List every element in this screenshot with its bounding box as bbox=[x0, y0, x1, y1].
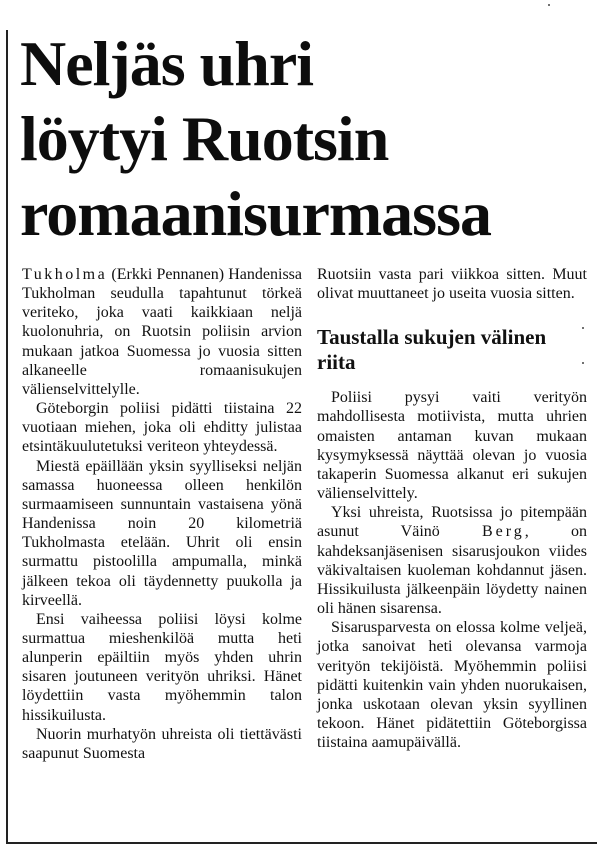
lead-paragraph bbox=[22, 265, 302, 399]
paragraph-left-3: Ensi vaiheessa poliisi löysi kolme surmattua mieshenkilöä mutta heti alunperin epäiltiin myös yhden uhrin sisaren joutuneen verityön uhriksi. Hänet löydettiin vasta myöhemmin talon hissikuilusta. bbox=[22, 610, 302, 724]
headline bbox=[20, 26, 590, 251]
paragraph-right-2-start: Yksi uhreista, Ruotsissa jo pitempään asunut Väinö bbox=[317, 504, 587, 541]
paragraph-right-2-end: , on kahdeksanjäsenisen sisarusjoukon viides väkivaltaisen kuoleman kohdannut jäsen. Hissikuilusta jälkeenpäin löydetty nainen oli hänen sisarensa. bbox=[317, 523, 587, 618]
paragraph-left-4: Nuorin murhatyön uhreista oli tiettävästi saapunut Suomesta bbox=[22, 725, 302, 762]
headline-line-2: löytyi Ruotsin bbox=[20, 103, 389, 174]
subheading: Taustalla sukujen välinen riita bbox=[317, 325, 547, 375]
lead-text: (Erkki Pennanen) Handenissa Tukholman seudulla tapahtunut törkeä veriteko, joka vaati kaikkiaan neljä kuolonuhria, on Ruotsin poliisin arvion mukaan jatkoa Suomessa jo vuosia sitten alkaneelle romaanisukujen välienselvittelylle. bbox=[22, 266, 302, 398]
paragraph-right-1: Poliisi pysyi vaiti verityön mahdollisesta motiivista, mutta uhrien omaisten antaman kuvan mukaan kysymyksessä näyttää olevan jo vuosia takaperin Suomessa alkanut eri sukujen välienselvittely. bbox=[317, 389, 587, 503]
article-column-right bbox=[317, 265, 587, 752]
paragraph-right-2 bbox=[317, 503, 587, 618]
paragraph-right-3: Sisarusparvesta on elossa kolme veljeä, jotka sanoivat heti olevansa varmoja verityön tekijöistä. Myöhemmin poliisi pidätti kuitenkin vain yhden nuorukaisen, jonka uskotaan olevan yksin syyllinen tekoon. Hänet pidätettiin Göteborgissa tiistaina aamupäivällä. bbox=[317, 619, 587, 752]
paragraph-continuation: Ruotsiin vasta pari viikkoa sitten. Muut olivat muuttaneet jo useita vuosia sitten. bbox=[317, 266, 587, 303]
paragraph-left-1: Göteborgin poliisi pidätti tiistaina 22 vuotiaan miehen, joka oli ehditty julistaa etsintäkuulutetuksi veriteon yhteydessä. bbox=[22, 400, 302, 456]
scan-speck bbox=[582, 327, 584, 329]
headline-line-3: romaanisurmassa bbox=[20, 178, 491, 249]
scan-speck bbox=[582, 362, 584, 364]
victim-name: Berg bbox=[481, 523, 525, 541]
dateline: Tukholma bbox=[22, 266, 108, 283]
headline-line-1: Neljäs uhri bbox=[20, 28, 313, 99]
scan-speck bbox=[548, 4, 550, 6]
paragraph-left-2: Miestä epäillään yksin syylliseksi neljän samassa huoneessa olleen henkilön surmaamiseen sunnuntain vastaisena yönä Handenissa noin 20 kilometriä Tukholmasta etelään. Uhrit oli ensin surmattu pistoolilla ampumalla, minkä jälkeen tekoa oli täydennetty puukolla ja kirveellä. bbox=[22, 457, 302, 609]
article-column-left bbox=[22, 265, 302, 763]
